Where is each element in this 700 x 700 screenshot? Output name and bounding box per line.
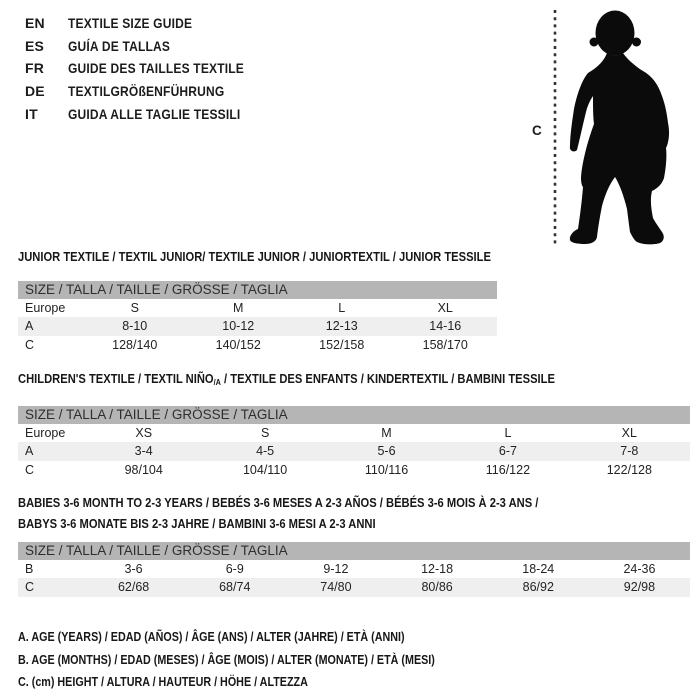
size-cell: 86/92 (522, 580, 554, 595)
size-cell: 12-13 (325, 319, 358, 334)
language-row (25, 57, 273, 80)
table-title-text (18, 371, 555, 390)
size-header-band (18, 542, 690, 560)
row-label: A (25, 319, 34, 334)
size-cell: 68/74 (219, 580, 251, 595)
language-row (25, 35, 273, 58)
title-segment: CHILDREN'S TEXTILE / TEXTIL NIÑO (18, 371, 214, 386)
language-row (25, 102, 273, 125)
table-title (18, 249, 497, 265)
size-cell: XS (135, 426, 153, 440)
size-cell: 5-6 (377, 444, 396, 459)
row-label: B (25, 562, 34, 576)
title-segment: BABYS 3-6 MONATE BIS 2-3 JAHRE / BAMBINI 3-6 MESI A 2-3 ANNI (18, 516, 376, 531)
size-cell: 24-36 (623, 562, 656, 576)
row-label: C (25, 462, 35, 477)
height-measure-label: C (532, 123, 542, 138)
size-cell: L (338, 301, 346, 315)
row-label: C (25, 580, 35, 595)
language-title: GUIDE DES TAILLES TEXTILE (68, 60, 245, 77)
table-row (18, 442, 690, 460)
language-title: GUÍA DE TALLAS (68, 37, 171, 54)
size-cell: 80/86 (421, 580, 453, 595)
table-title-text (18, 513, 376, 534)
size-cell: S (260, 426, 270, 440)
table-title-text (18, 492, 538, 513)
size-header-text: SIZE / TALLA / TAILLE / GRÖSSE / TAGLIA (25, 407, 288, 422)
size-cell: 140/152 (215, 337, 261, 352)
table-title-text (18, 249, 491, 265)
language-row (25, 12, 273, 35)
title-subscript: /A (213, 377, 221, 387)
size-cell: 116/122 (485, 462, 531, 477)
table-title-line (18, 513, 690, 534)
size-cell: 3-4 (134, 444, 153, 459)
toddler-silhouette (530, 4, 694, 254)
size-header-text: SIZE / TALLA / TAILLE / GRÖSSE / TAGLIA (25, 543, 288, 558)
legend-line (18, 626, 503, 649)
row-label: C (25, 337, 35, 352)
size-cell: 98/104 (124, 462, 163, 477)
row-label: A (25, 444, 34, 459)
table-title-line (18, 371, 690, 390)
legend-text: C. (cm) HEIGHT / ALTURA / HAUTEUR / HÖHE / ALTEZZA (18, 675, 308, 689)
size-cell: 12-18 (421, 562, 454, 576)
size-header-band (18, 281, 497, 299)
size-header-text: SIZE / TALLA / TAILLE / GRÖSSE / TAGLIA (25, 282, 288, 297)
size-header-band (18, 406, 690, 424)
table-row (18, 336, 497, 354)
size-cell: 74/80 (320, 580, 352, 595)
size-cell: 110/116 (364, 462, 409, 477)
size-cell: 122/128 (606, 462, 652, 477)
size-cell: 10-12 (222, 319, 255, 334)
legend-line (18, 671, 503, 694)
size-cell: L (504, 426, 512, 440)
size-cell: 8-10 (122, 319, 148, 334)
table-row (18, 299, 497, 317)
language-code: FR (25, 60, 45, 77)
size-cell: S (130, 301, 139, 315)
size-cell: 92/98 (623, 580, 656, 595)
table-row (18, 317, 497, 335)
language-title: GUIDA ALLE TAGLIE TESSILI (68, 105, 241, 122)
legend (18, 626, 503, 694)
size-cell: 4-5 (256, 444, 275, 459)
language-title-list (25, 12, 273, 125)
title-segment: JUNIOR TEXTILE / TEXTIL JUNIOR/ TEXTILE JUNIOR / JUNIORTEXTIL / JUNIOR TESSILE (18, 249, 491, 264)
legend-text: A. AGE (YEARS) / EDAD (AÑOS) / ÂGE (ANS) / ALTER (JAHRE) / ETÀ (ANNI) (18, 630, 405, 644)
table-row (18, 461, 690, 479)
toddler-figure (530, 4, 694, 254)
size-cell: 104/110 (242, 462, 288, 477)
size-cell: 158/170 (422, 337, 468, 352)
size-cell: 14-16 (429, 319, 462, 334)
language-title: TEXTILE SIZE GUIDE (68, 15, 193, 32)
table-row (18, 578, 690, 596)
language-code: DE (25, 83, 45, 100)
title-segment: / TEXTILE DES ENFANTS / KINDERTEXTIL / BAMBINI TESSILE (220, 371, 555, 386)
table-title (18, 492, 690, 534)
language-row (25, 80, 273, 103)
size-table-junior (18, 249, 497, 354)
language-code: IT (25, 105, 38, 122)
size-cell: XL (621, 426, 637, 440)
size-table-babies (18, 492, 690, 597)
size-cell: 62/68 (117, 580, 150, 595)
row-label: Europe (25, 301, 66, 315)
size-cell: 7-8 (620, 444, 639, 459)
table-row (18, 424, 690, 442)
table-row (18, 560, 690, 578)
language-code: ES (25, 37, 45, 54)
size-cell: 6-9 (225, 562, 244, 576)
row-label: Europe (25, 426, 66, 440)
size-cell: 6-7 (498, 444, 517, 459)
size-table-children (18, 371, 690, 479)
size-cell: XL (437, 301, 453, 315)
legend-line (18, 649, 503, 672)
title-segment: BABIES 3-6 MONTH TO 2-3 YEARS / BEBÉS 3-6 MESES A 2-3 AÑOS / BÉBÉS 3-6 MOIS À 2-3 ANS / (18, 495, 539, 510)
size-cell: 152/158 (319, 337, 365, 352)
table-title (18, 371, 690, 390)
language-code: EN (25, 15, 45, 32)
legend-text: B. AGE (MONTHS) / EDAD (MESES) / ÂGE (MOIS) / ALTER (MONATE) / ETÀ (MESI) (18, 652, 435, 667)
size-cell: 128/140 (112, 337, 158, 352)
table-title-line (18, 249, 497, 265)
size-cell: 9-12 (323, 562, 349, 576)
size-cell: M (233, 301, 244, 315)
language-title: TEXTILGRÖßENFÜHRUNG (68, 83, 225, 100)
toddler-shape (570, 11, 669, 245)
size-cell: M (381, 426, 392, 440)
size-cell: 18-24 (522, 562, 555, 576)
size-cell: 3-6 (124, 562, 143, 576)
table-title-line (18, 492, 690, 513)
